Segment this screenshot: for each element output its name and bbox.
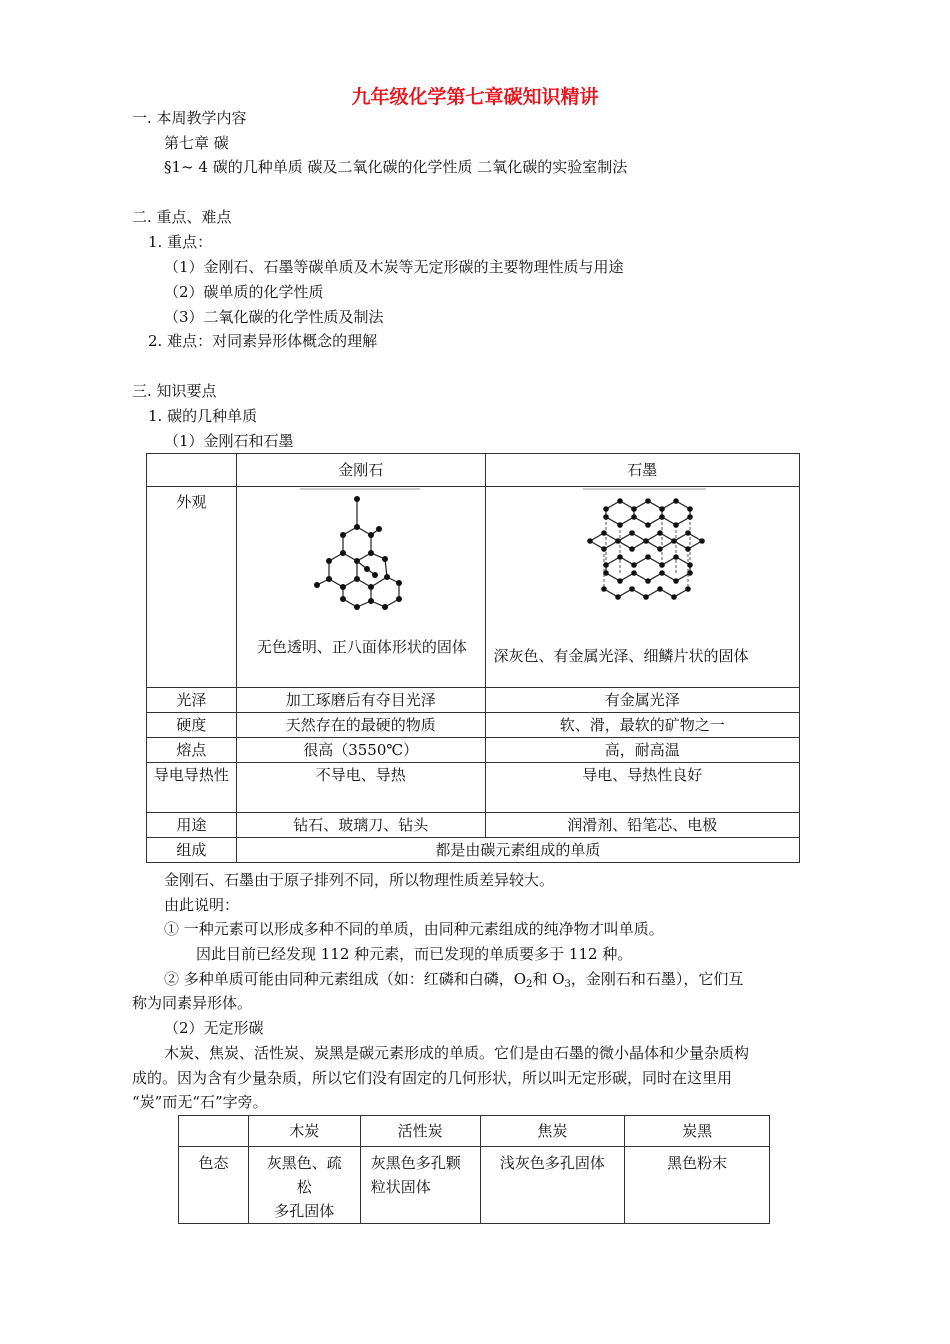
row-label-hardness: 硬度 xyxy=(147,713,237,738)
section-1-heading: 一. 本周教学内容 xyxy=(132,109,247,127)
coke-color-state: 浅灰色多孔固体 xyxy=(480,1147,625,1224)
diamond-luster: 加工琢磨后有夺目光泽 xyxy=(236,688,485,713)
activated-carbon-color-state: 灰黑色多孔颗粒状固体 xyxy=(360,1147,480,1224)
graphite-uses: 润滑剂、铅笔芯、电极 xyxy=(485,813,799,838)
row-label-melting-point: 熔点 xyxy=(147,738,237,763)
amorphous-paragraph-line-1: 木炭、焦炭、活性炭、炭黑是碳元素形成的单质。它们是由石墨的微小晶体和少量杂质构 xyxy=(164,1044,750,1062)
note-point-2 xyxy=(164,969,743,995)
topics-line: §1~ 4 碳的几种单质 碳及二氧化碳的化学性质 二氧化碳的实验室制法 xyxy=(164,158,628,176)
graphite-luster: 有金属光泽 xyxy=(485,688,799,713)
note-point-2-part-b: 和 O xyxy=(532,970,565,988)
subscript-2: 2 xyxy=(526,979,533,990)
graphite-melting-point: 高，耐高温 xyxy=(485,738,799,763)
header-empty-cell xyxy=(179,1116,249,1147)
row-label-color-state: 色态 xyxy=(179,1147,249,1224)
note-point-1b: 因此目前已经发现 112 种元素，而已发现的单质要多于 112 种。 xyxy=(196,945,633,963)
row-label-conductivity: 导电导热性 xyxy=(147,763,237,813)
header-diamond: 金刚石 xyxy=(236,454,485,487)
diamond-graphite-table xyxy=(146,453,800,863)
key-point-2: （2）碳单质的化学性质 xyxy=(164,283,324,301)
key-point-1: （1）金刚石、石墨等碳单质及木炭等无定形碳的主要物理性质与用途 xyxy=(164,258,624,276)
amorphous-paragraph-line-2: 成的。因为含有少量杂质，所以它们没有固定的几何形状，所以叫无定形碳，同时在这里用 xyxy=(132,1069,733,1087)
note-point-2-part-c: ，金刚石和石墨），它们互 xyxy=(570,970,744,988)
amorphous-carbon-table xyxy=(178,1115,770,1224)
subsection-diamond-graphite: （1）金刚石和石墨 xyxy=(164,432,294,450)
page-title: 九年级化学第七章碳知识精讲 xyxy=(351,86,599,108)
section-3-heading: 三. 知识要点 xyxy=(132,382,217,400)
diamond-conductivity: 不导电、导热 xyxy=(236,763,485,813)
header-carbon-black: 炭黑 xyxy=(625,1116,770,1147)
graphite-conductivity: 导电、导热性良好 xyxy=(485,763,799,813)
amorphous-heading: （2）无定形碳 xyxy=(164,1019,264,1037)
subsection-carbon-elements: 1. 碳的几种单质 xyxy=(148,407,258,425)
diamond-appearance-text: 无色透明、正八面体形状的固体 xyxy=(256,638,467,656)
header-graphite: 石墨 xyxy=(485,454,799,487)
key-point-3: （3）二氧化碳的化学性质及制法 xyxy=(164,308,384,326)
amorphous-paragraph-line-3: “炭”而无“石”字旁。 xyxy=(132,1093,268,1111)
header-coke: 焦炭 xyxy=(480,1116,625,1147)
diamond-uses: 钻石、玻璃刀、钻头 xyxy=(236,813,485,838)
note-point-2-part-a: ② 多种单质可能由同种元素组成（如：红磷和白磷，O xyxy=(164,970,527,988)
note-point-1: ① 一种元素可以形成多种不同的单质，由同种元素组成的纯净物才叫单质。 xyxy=(164,920,664,938)
header-activated-carbon: 活性炭 xyxy=(360,1116,480,1147)
note-line-1: 金刚石、石墨由于原子排列不同，所以物理性质差异较大。 xyxy=(164,871,555,889)
difficult-point: 2. 难点：对同素异形体概念的理解 xyxy=(148,332,378,350)
diamond-melting-point: 很高（3550℃） xyxy=(236,738,485,763)
diamond-structure-image xyxy=(295,487,425,617)
subscript-3: 3 xyxy=(564,979,571,990)
graphite-structure-image xyxy=(578,487,708,612)
graphite-appearance-text: 深灰色、有金属光泽、细鳞片状的固体 xyxy=(493,647,749,665)
key-points-label: 1. 重点： xyxy=(148,233,213,251)
chapter-line: 第七章 碳 xyxy=(164,134,229,152)
row-label-uses: 用途 xyxy=(147,813,237,838)
diamond-appearance-cell xyxy=(236,487,485,688)
composition-value: 都是由碳元素组成的单质 xyxy=(236,838,799,863)
row-label-appearance: 外观 xyxy=(147,487,237,688)
section-2-heading: 二. 重点、难点 xyxy=(132,208,232,226)
header-empty-cell xyxy=(147,454,237,487)
row-label-composition: 组成 xyxy=(147,838,237,863)
note-line-2: 由此说明： xyxy=(164,896,240,914)
charcoal-color-state xyxy=(248,1147,360,1224)
diamond-hardness: 天然存在的最硬的物质 xyxy=(236,713,485,738)
graphite-appearance-cell xyxy=(485,487,799,688)
note-point-2-continued: 称为同素异形体。 xyxy=(132,994,253,1012)
graphite-hardness: 软、滑，最软的矿物之一 xyxy=(485,713,799,738)
charcoal-line-3: 多孔固体 xyxy=(274,1202,335,1220)
carbon-black-color-state: 黑色粉末 xyxy=(625,1147,770,1224)
header-charcoal: 木炭 xyxy=(248,1116,360,1147)
charcoal-line-1: 灰黑色、疏 xyxy=(266,1154,342,1172)
row-label-luster: 光泽 xyxy=(147,688,237,713)
charcoal-line-2: 松 xyxy=(296,1178,312,1196)
